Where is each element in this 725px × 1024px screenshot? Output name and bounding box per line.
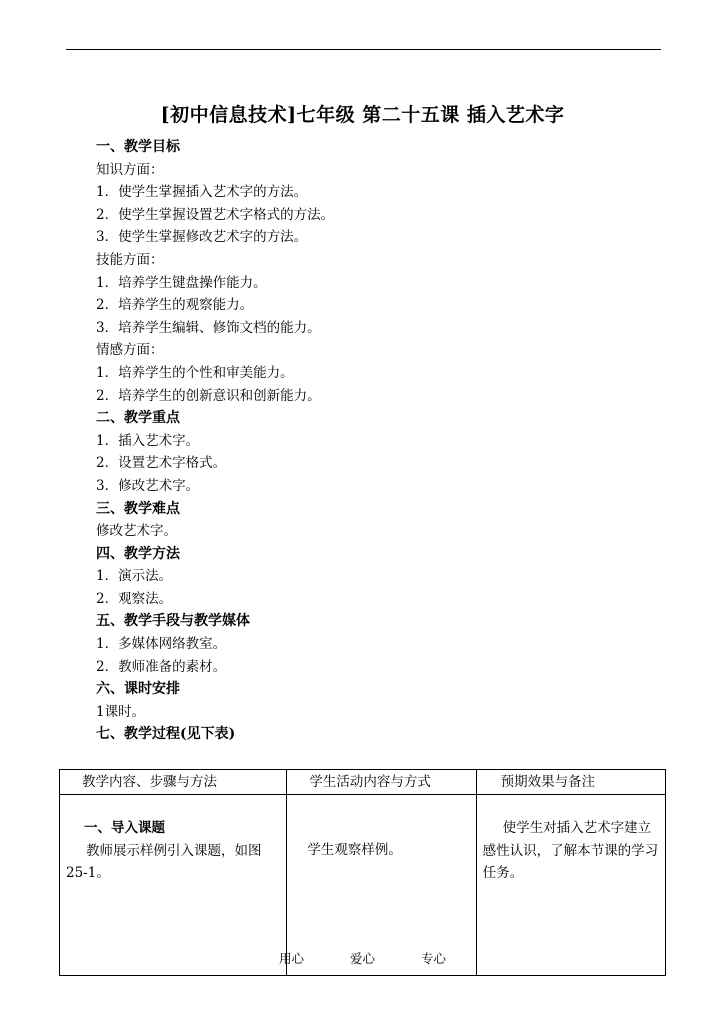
page-footer: [0, 949, 725, 967]
section-heading: 四、教学方法: [96, 545, 180, 562]
section-heading: 三、教学难点: [96, 500, 180, 517]
section-heading: 六、课时安排: [96, 681, 180, 698]
body-line: 2．设置艺术字格式。: [96, 455, 227, 472]
footer-word: 专心: [420, 951, 446, 966]
body-line: 2．培养学生的观察能力。: [96, 297, 254, 314]
table-header-row: [60, 770, 666, 795]
table-cell-student-activity: 学生观察样例。: [287, 795, 476, 976]
table-cell-expected-effect: 使学生对插入艺术字建立感性认识，了解本节课的学习任务。: [476, 795, 665, 976]
body-line: 1．插入艺术字。: [96, 432, 200, 449]
body-line: 知识方面：: [96, 161, 164, 178]
body-line: 技能方面：: [96, 251, 164, 268]
header-rule: [66, 49, 661, 50]
table-header-cell: 学生活动内容与方式: [287, 770, 476, 795]
body-line: 修改艺术字。: [96, 523, 177, 540]
body-line: 2．培养学生的创新意识和创新能力。: [96, 387, 321, 404]
lesson-plan-body: [96, 136, 656, 746]
body-line: 1．培养学生键盘操作能力。: [96, 274, 267, 291]
body-line: 1．培养学生的个性和审美能力。: [96, 364, 294, 381]
body-line: 1．演示法。: [96, 568, 173, 585]
document-title: [初中信息技术]七年级 第二十五课 插入艺术字: [160, 104, 565, 126]
body-line: 3．使学生掌握修改艺术字的方法。: [96, 229, 308, 246]
section-heading: 七、教学过程(见下表): [96, 726, 236, 743]
table-header-cell: 教学内容、步骤与方法: [60, 770, 287, 795]
body-line: 2．观察法。: [96, 590, 173, 607]
footer-word: 爱心: [349, 951, 375, 966]
body-line: 3．培养学生编辑、修饰文档的能力。: [96, 319, 321, 336]
body-line: 1．使学生掌握插入艺术字的方法。: [96, 184, 308, 201]
section-heading: 五、教学手段与教学媒体: [96, 613, 250, 630]
table-header-cell: 预期效果与备注: [476, 770, 665, 795]
section-heading: 一、教学目标: [96, 139, 180, 155]
body-line: 3．修改艺术字。: [96, 477, 200, 494]
body-line: 2．使学生掌握设置艺术字格式的方法。: [96, 206, 335, 223]
step-text: 教师展示样例引入课题，如图25-1。: [66, 842, 262, 881]
body-line: 情感方面：: [96, 342, 164, 359]
body-line: 1课时。: [96, 703, 146, 720]
footer-word: 用心: [278, 951, 304, 966]
body-line: 1．多媒体网络教室。: [96, 636, 227, 653]
teaching-process-table: [59, 769, 666, 976]
step-title: 一、导入课题: [84, 820, 165, 836]
section-heading: 二、教学重点: [96, 410, 180, 427]
body-line: 2．教师准备的素材。: [96, 658, 227, 675]
